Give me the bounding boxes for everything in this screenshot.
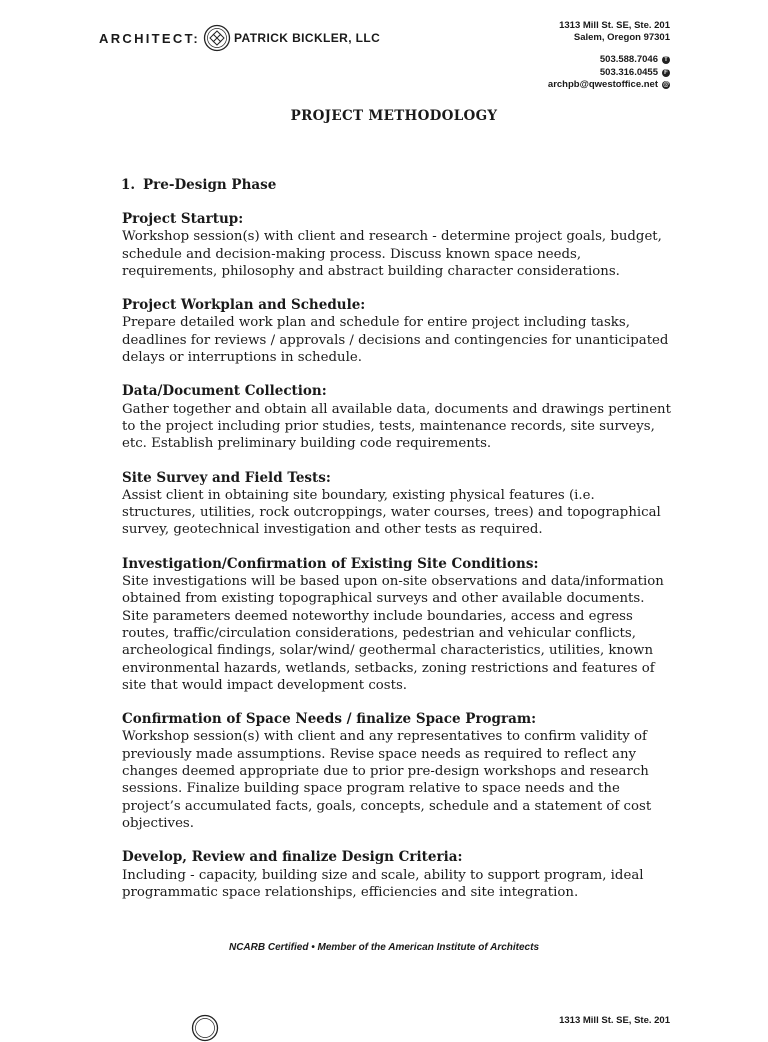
firm-contacts [548,54,670,92]
firm-seal-icon [203,24,231,52]
section-site-conditions [122,556,672,694]
section-space-needs [122,711,672,832]
section-heading: Confirmation of Space Needs / finalize Space Program: [122,711,537,728]
fax-number: 503.316.0455 [599,66,658,78]
email-icon: @ [663,82,669,89]
firm-brand [99,24,380,52]
page-footer: NCARB Certified • Member of the American Institute of Architects [228,942,540,953]
section-design-criteria [122,849,672,901]
firm-name: PATRICK BICKLER, LLC [234,31,381,45]
section-body: Assist client in obtaining site boundary, existing physical features (i.e. structures, utilities, rock outcroppings, water courses, trees) and topographical survey, geotechnical investigation and other tests as required. [122,487,661,538]
section-heading: Investigation/Confirmation of Existing Site Conditions: [122,555,539,572]
section-body: Prepare detailed work plan and schedule for entire project including tasks, deadlines for reviews / approvals / decisions and contingencies for unanticipated delays or interruptions in schedule. [122,315,669,366]
phase-heading [121,177,276,193]
address-line: Salem, Oregon 97301 [573,32,670,43]
section-heading: Site Survey and Field Tests: [122,469,331,486]
letterhead [0,0,768,100]
address-line: 1313 Mill St. SE, Ste. 201 [559,20,670,31]
email-address: archpb@qwestoffice.net [547,79,658,90]
section-heading: Project Workplan and Schedule: [122,297,366,314]
contact-phone [548,54,670,67]
phase-number: 1. [121,177,136,193]
section-body: Including - capacity, building size and scale, ability to support program, ideal programmatic space relationships, efficiencies and site integration. [122,867,644,900]
section-heading: Develop, Review and finalize Design Criteria: [122,849,463,866]
section-heading: Data/Document Collection: [122,383,327,400]
section-project-startup [122,211,672,280]
section-body: Site investigations will be based upon on-site observations and data/information obtained from existing topographical surveys and other available documents. Site parameters deemed noteworthy include boundaries, access and egress routes, traffic/circulation considerations, pedestrian and vehicular conflicts, archeological findings, solar/wind/ geothermal characteristics, utilities, known environmental hazards, wetlands, setbacks, zoning restrictions and features of site that would impact development costs. [122,574,664,693]
fax-icon: F [662,69,670,77]
section-heading: Project Startup: [122,211,244,227]
architect-label: ARCHITECT: [99,30,200,46]
section-site-survey [122,470,672,539]
section-body: Workshop session(s) with client and research - determine project goals, budget, schedule and decision-making process. Discuss known space needs, requirements, philosophy and abstract building character considerations. [122,229,662,279]
next-page-seal-icon [191,1014,219,1042]
contact-fax [548,67,670,80]
firm-address [559,20,670,44]
section-workplan-schedule [122,297,672,366]
next-page-address: 1313 Mill St. SE, Ste. 201 [559,1015,670,1026]
phone-icon: T [662,56,670,64]
section-data-collection [122,383,672,452]
section-body: Gather together and obtain all available data, documents and drawings pertinent to the project including prior studies, tests, maintenance records, site surveys, etc. Establish preliminary building code requirements. [122,401,671,452]
page-title: PROJECT METHODOLOGY [290,108,498,124]
phase-label: Pre-Design Phase [143,177,277,193]
contact-email [548,79,670,92]
section-body: Workshop session(s) with client and any representatives to confirm validity of previously made assumptions. Revise space needs as required to reflect any changes deemed appropriate due to prior pre-design workshops and research sessions. Finalize building space program relative to space needs and the project’s accumulated facts, goals, concepts, schedule and a statement of cost objectives. [122,729,652,831]
phone-number: 503.588.7046 [599,54,658,65]
methodology-sections [122,211,672,918]
